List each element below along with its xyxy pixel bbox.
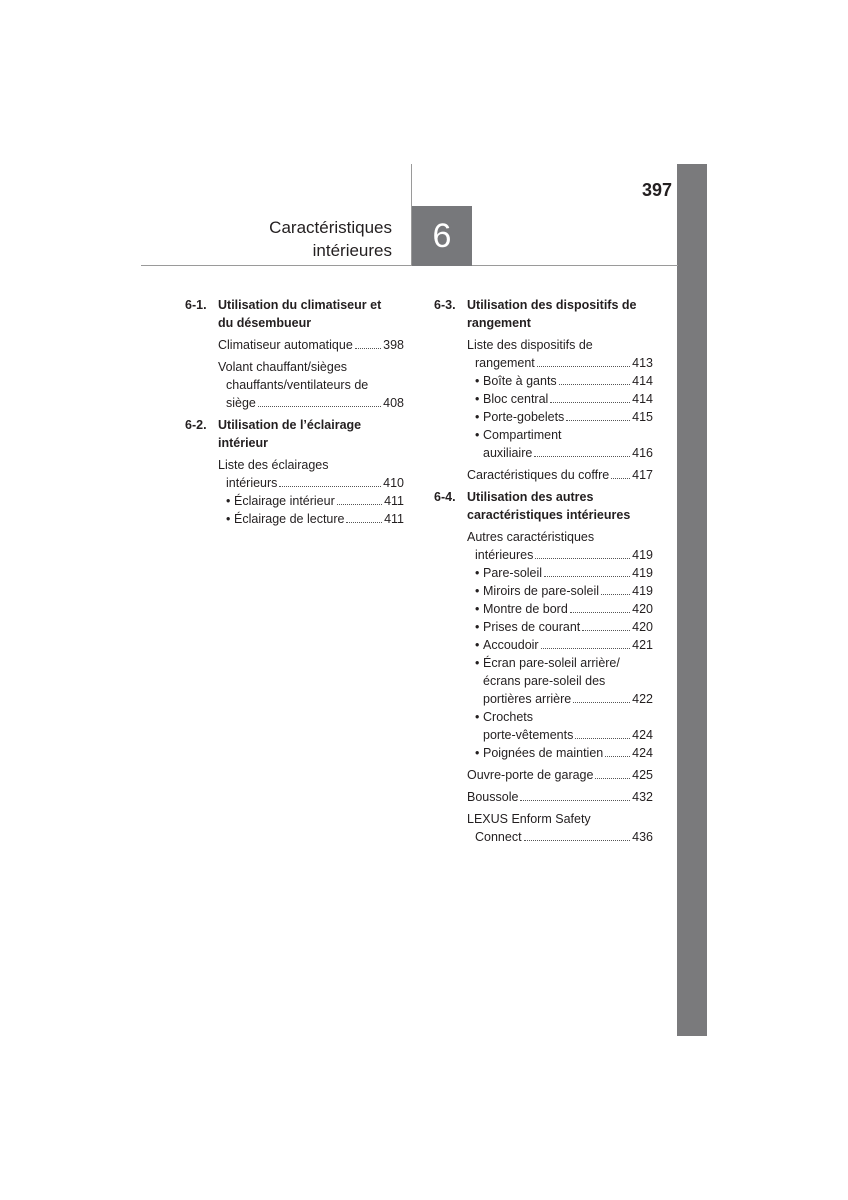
toc-entry[interactable] <box>483 564 653 582</box>
toc-page-number: 419 <box>632 584 653 598</box>
leader-dots <box>346 522 382 523</box>
toc-entry-label: chauffants/ventilateurs de <box>226 378 369 392</box>
toc-entry-label: Caractéristiques du coffre <box>467 468 610 482</box>
toc-entry[interactable] <box>218 358 404 412</box>
toc-page-number: 419 <box>632 566 653 580</box>
toc-entry-label: • Montre de bord <box>483 602 568 616</box>
chapter-title <box>180 216 392 262</box>
toc-page-number: 419 <box>632 548 653 562</box>
section-title-line: rangement <box>467 316 531 330</box>
toc-page-number: 411 <box>384 512 404 526</box>
toc-entry-label: • Prises de courant <box>483 620 581 634</box>
toc-entry[interactable] <box>483 426 653 462</box>
toc-page-number: 415 <box>632 410 653 424</box>
toc-entry-label: portières arrière <box>483 692 572 706</box>
toc-page-number: 425 <box>632 768 653 782</box>
leader-dots <box>537 366 630 367</box>
toc-entry-label: Boussole <box>467 790 519 804</box>
leader-dots <box>573 702 630 703</box>
toc-entry-label: • Miroirs de pare-soleil <box>483 584 600 598</box>
toc-page-number: 422 <box>632 692 653 706</box>
section-title-line: Utilisation de l’éclairage <box>218 418 362 432</box>
section-number: 6-1. <box>185 298 207 312</box>
toc-entry-row <box>483 582 653 600</box>
toc-page-number: 432 <box>632 790 653 804</box>
toc-entry-row <box>483 726 653 744</box>
chapter-number-box: 6 <box>412 206 472 266</box>
toc-entry-row <box>483 564 653 582</box>
toc-entry[interactable] <box>483 744 653 762</box>
section-number: 6-4. <box>434 490 456 504</box>
toc-entry[interactable] <box>483 636 653 654</box>
toc-entry-label: écrans pare-soleil des <box>483 674 606 688</box>
toc-page-number: 411 <box>384 494 404 508</box>
section-number: 6-3. <box>434 298 456 312</box>
toc-page-number: 417 <box>632 468 653 482</box>
toc-entry-label: • Poignées de maintien <box>483 746 604 760</box>
leader-dots <box>605 756 630 757</box>
toc-entry-label: • Pare-soleil <box>483 566 543 580</box>
toc-entry-row <box>483 618 653 636</box>
toc-entry-row <box>483 744 653 762</box>
toc-entry-label: • Compartiment <box>483 428 562 442</box>
toc-entry[interactable] <box>483 390 653 408</box>
toc-entry-label: rangement <box>475 356 535 370</box>
section-title-line: du désembueur <box>218 316 312 330</box>
toc-entry-label: • Accoudoir <box>483 638 539 652</box>
toc-page-number: 408 <box>383 396 404 410</box>
leader-dots <box>520 800 630 801</box>
toc-entry-row <box>467 788 653 806</box>
toc-entry-label: • Porte-gobelets <box>483 410 565 424</box>
toc-section-heading <box>185 296 404 332</box>
toc-page-number: 424 <box>632 746 653 760</box>
toc-page-number: 398 <box>383 338 404 352</box>
leader-dots <box>544 576 630 577</box>
side-thumb-tab <box>677 164 707 1036</box>
toc-entry-label: Connect <box>475 830 522 844</box>
toc-entry-row <box>483 372 653 390</box>
toc-entry-row <box>467 354 653 372</box>
toc-entry[interactable] <box>467 466 653 484</box>
chapter-title-line: Caractéristiques <box>269 218 392 237</box>
toc-entry-row <box>467 766 653 784</box>
leader-dots <box>595 778 630 779</box>
leader-dots <box>534 456 630 457</box>
toc-entry-label: • Boîte à gants <box>483 374 557 388</box>
toc-entry-row <box>467 466 653 484</box>
leader-dots <box>601 594 630 595</box>
toc-page-number: 413 <box>632 356 653 370</box>
leader-dots <box>611 478 630 479</box>
toc-entry-row <box>218 474 404 492</box>
toc-section-heading <box>434 296 653 332</box>
toc-entry-label: porte-vêtements <box>483 728 574 742</box>
toc-entry-label: intérieures <box>475 548 534 562</box>
leader-dots <box>582 630 630 631</box>
toc-entry[interactable] <box>483 408 653 426</box>
toc-entry-label: siège <box>226 396 256 410</box>
toc-entry-row <box>483 408 653 426</box>
leader-dots <box>355 348 381 349</box>
leader-dots <box>258 406 381 407</box>
leader-dots <box>566 420 630 421</box>
toc-entry-row <box>234 510 404 528</box>
section-title-line: caractéristiques intérieures <box>467 508 631 522</box>
toc-entry-row <box>483 690 653 708</box>
toc-page-number: 414 <box>632 374 653 388</box>
toc-section-heading <box>434 488 653 524</box>
toc-page-number: 424 <box>632 728 653 742</box>
toc-entry[interactable] <box>467 810 653 846</box>
toc-section-heading <box>185 416 404 452</box>
toc-entry-row <box>483 600 653 618</box>
toc-entry[interactable] <box>483 600 653 618</box>
toc-entry-label: Ouvre-porte de garage <box>467 768 594 782</box>
toc-entry[interactable] <box>467 788 653 806</box>
toc-page-number: 421 <box>632 638 653 652</box>
leader-dots <box>575 738 630 739</box>
toc-entry[interactable] <box>483 372 653 390</box>
toc-entry-label: Volant chauffant/sièges <box>218 360 348 374</box>
leader-dots <box>535 558 630 559</box>
toc-entry-row <box>483 444 653 462</box>
chapter-title-line: intérieures <box>312 241 392 260</box>
toc-entry-label: • Éclairage de lecture <box>234 512 345 526</box>
leader-dots <box>279 486 381 487</box>
toc-entry-row <box>483 390 653 408</box>
toc-right-column <box>434 296 653 846</box>
toc-entry-label: Autres caractéristiques <box>467 530 595 544</box>
leader-dots <box>570 612 630 613</box>
toc-entry[interactable] <box>483 582 653 600</box>
toc-entry-label: auxiliaire <box>483 446 533 460</box>
toc-entry-label: Liste des dispositifs de <box>467 338 593 352</box>
toc-entry-row <box>483 636 653 654</box>
leader-dots <box>541 648 631 649</box>
toc-page-number: 416 <box>632 446 653 460</box>
toc-entry[interactable] <box>218 456 404 492</box>
section-title-line: intérieur <box>218 436 269 450</box>
toc-page-number: 410 <box>383 476 404 490</box>
toc-entry-row <box>218 336 404 354</box>
toc-entry-row <box>467 546 653 564</box>
toc-entry-label: • Écran pare-soleil arrière/ <box>483 656 620 670</box>
leader-dots <box>559 384 630 385</box>
toc-entry[interactable] <box>218 336 404 354</box>
toc-entry-label: • Bloc central <box>483 392 549 406</box>
section-title-line: Utilisation du climatiseur et <box>218 298 382 312</box>
toc-entry-label: • Éclairage intérieur <box>234 494 335 508</box>
toc-entry-row <box>467 828 653 846</box>
toc-entry[interactable] <box>483 618 653 636</box>
toc-page-number: 436 <box>632 830 653 844</box>
page-number: 397 <box>641 180 672 200</box>
toc-entry[interactable] <box>234 492 404 510</box>
leader-dots <box>550 402 630 403</box>
toc-page-number: 414 <box>632 392 653 406</box>
toc-entry-label: Liste des éclairages <box>218 458 329 472</box>
toc-entry-row <box>218 394 404 412</box>
toc-entry-label: Climatiseur automatique <box>218 338 353 352</box>
toc-entry[interactable] <box>467 336 653 372</box>
toc-page-number: 420 <box>632 620 653 634</box>
toc-entry-label: intérieurs <box>226 476 278 490</box>
toc-entry[interactable] <box>467 766 653 784</box>
toc-entry[interactable] <box>483 708 653 744</box>
toc-entry[interactable] <box>467 528 653 564</box>
toc-entry[interactable] <box>234 510 404 528</box>
leader-dots <box>524 840 631 841</box>
toc-entry-label: • Crochets <box>483 710 534 724</box>
toc-page-number: 420 <box>632 602 653 616</box>
section-number: 6-2. <box>185 418 207 432</box>
section-title-line: Utilisation des dispositifs de <box>467 298 637 312</box>
toc-entry[interactable] <box>483 654 653 708</box>
leader-dots <box>337 504 382 505</box>
header-horizontal-rule <box>141 265 678 266</box>
section-title-line: Utilisation des autres <box>467 490 594 504</box>
toc-left-column <box>185 296 404 528</box>
toc-entry-label: LEXUS Enform Safety <box>467 812 591 826</box>
toc-entry-row <box>234 492 404 510</box>
